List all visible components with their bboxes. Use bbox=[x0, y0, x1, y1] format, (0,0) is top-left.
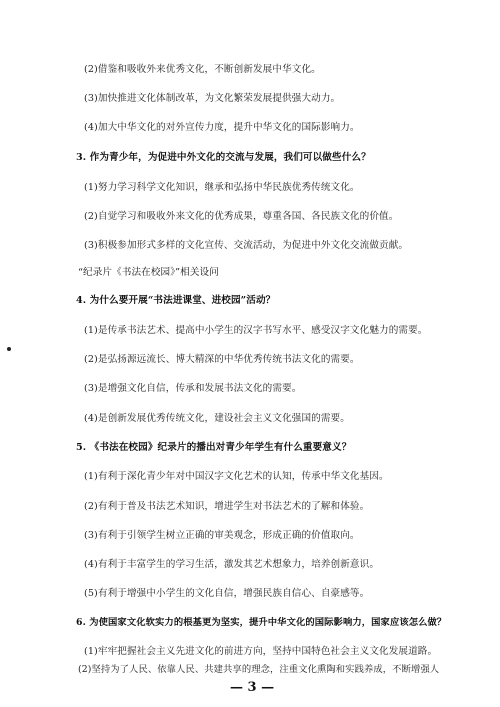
answer-3-item: (3)加快推进文化体制改革，为文化繁荣发展提供强大动力。 bbox=[84, 93, 341, 104]
answer-3-item: (3)积极参加形式多样的文化宣传、交流活动，为促进中外文化交流做贡献。 bbox=[84, 240, 409, 251]
answer-2-item: (2)自觉学习和吸收外来文化的优秀成果，尊重各国、各民族文化的价值。 bbox=[84, 211, 399, 222]
answer-4-item: (4)加大中华文化的对外宣传力度，提升中华文化的国际影响力。 bbox=[84, 122, 360, 133]
question-4: 4. 为什么要开展“书法进课堂、进校园”活动？ bbox=[76, 295, 276, 306]
answer-4-item: (4)是创新发展优秀传统文化，建设社会主义文化强国的需要。 bbox=[84, 413, 350, 424]
question-5: 5. 《书法在校园》纪录片的播出对青少年学生有什么重要意义？ bbox=[76, 442, 352, 453]
answer-1-item: (1)努力学习科学文化知识，继承和弘扬中华民族优秀传统文化。 bbox=[84, 182, 360, 193]
answer-3-item: (3)是增强文化自信，传承和发展书法文化的需要。 bbox=[84, 383, 302, 394]
page-number: — 3 — bbox=[230, 680, 275, 695]
answer-2-item: (2)坚持为了人民、依靠人民、共建共享的理念，注重文化熏陶和实践养成，不断增强人 bbox=[78, 664, 440, 675]
answer-4-item: (4)有利于丰富学生的学习生活，激发其艺术想象力，培养创新意识。 bbox=[84, 559, 380, 570]
answer-2-item: (2)有利于普及书法艺术知识，增进学生对书法艺术的了解和体验。 bbox=[84, 501, 370, 512]
margin-dot bbox=[7, 347, 11, 351]
answer-3-item: (3)有利于引领学生树立正确的审美观念，形成正确的价值取向。 bbox=[84, 530, 360, 541]
answer-5-item: (5)有利于增强中小学生的文化自信，增强民族自信心、自豪感等。 bbox=[84, 588, 370, 599]
answer-1-item: (1)是传承书法艺术、提高中小学生的汉字书写水平、感受汉字文化魅力的需要。 bbox=[84, 325, 428, 336]
answer-2-item: (2)是弘扬源远流长、博大精深的中华优秀传统书法文化的需要。 bbox=[84, 354, 360, 365]
answer-2-item: (2)借鉴和吸收外来优秀文化，不断创新发展中华文化。 bbox=[84, 64, 321, 75]
question-3: 3. 作为青少年，为促进中外文化的交流与发展，我们可以做些什么？ bbox=[76, 152, 371, 163]
question-6: 6. 为使国家文化软实力的根基更为坚实，提升中华文化的国际影响力，国家应该怎么做？ bbox=[76, 617, 447, 628]
section-heading: “纪录片《书法在校园》”相关设问 bbox=[78, 267, 219, 278]
answer-1-item: (1)牢牢把握社会主义先进文化的前进方向，坚持中国特色社会主义文化发展道路。 bbox=[84, 646, 438, 657]
answer-1-item: (1)有利于深化青少年对中国汉字文化艺术的认知，传承中华文化基因。 bbox=[84, 471, 389, 482]
